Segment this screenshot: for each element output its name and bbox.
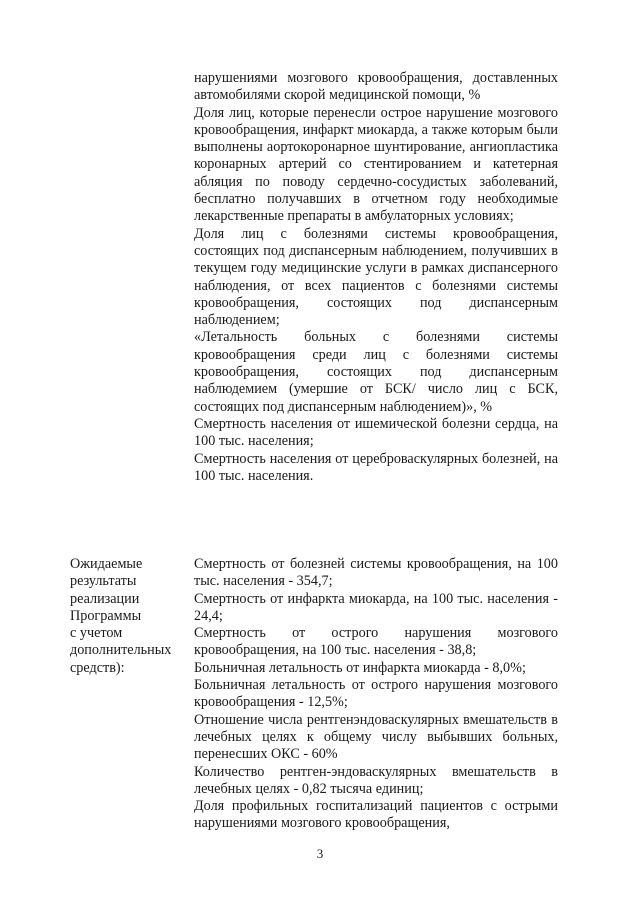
expected-results-list	[194, 556, 558, 833]
paragraph: Смертность от инфаркта миокарда, на 100 тыс. населения - 24,4;	[194, 590, 558, 624]
section-label-line: с учетом	[70, 625, 123, 642]
paragraph: Количество рентген-эндоваскулярных вмешательств в лечебных целях - 0,82 тысяча единиц;	[194, 763, 558, 797]
paragraph: Смертность населения от ишемической болезни сердца, на 100 тыс. населения;	[194, 415, 558, 450]
paragraph: Доля лиц, которые перенесли острое нарушение мозгового кровообращения, инфаркт миокарда, а также которым были выполнены аортокоронарное шунтирование, ангиопластика коронарных артерий со стентированием и катетерная абляция по поводу сердечно-сосудистых заболеваний, бесплатно получавших в отчетном году необходимые лекарственные препараты в амбулаторных условиях;	[194, 104, 558, 225]
section-label-line: Программы	[70, 607, 142, 624]
section-label-line: результаты	[70, 573, 137, 590]
section-label-line: средств):	[70, 659, 125, 676]
section-label-line: дополнительных	[70, 642, 172, 659]
paragraph: «Летальность больных с болезнями системы кровообращения среди лиц с болезнями системы кровообращения, состоящих под диспансерным наблюдемием (умершие от БСК/ число лиц с БСК, состоящих под диспансерным наблюдением)», %	[194, 329, 558, 415]
paragraph: Смертность от острого нарушения мозгового кровообращения, на 100 тыс. населения - 38,8;	[194, 625, 558, 659]
paragraph: Смертность населения от цереброваскулярных болезней, на 100 тыс. населения.	[194, 450, 558, 484]
section-label-line: реализации	[70, 590, 140, 607]
paragraph: Доля лиц с болезнями системы кровообращения, состоящих под диспансерным наблюдением, получивших в текущем году медицинские услуги в рамках диспансерного наблюдения, от всех пациентов с болезнями системы кровообращения, состоящих под диспансерным наблюдением;	[194, 225, 558, 329]
paragraph: Больничная летальность от инфаркта миокарда - 8,0%;	[194, 659, 526, 676]
paragraph: Доля профильных госпитализаций пациентов с острыми нарушениями мозгового кровообращения,	[194, 798, 558, 832]
paragraph: Отношение числа рентгенэндоваскулярных вмешательств в лечебных целях к общему числу выбывших больных, перенесших ОКС - 60%	[194, 711, 558, 763]
indicators-list	[194, 70, 558, 485]
paragraph: Смертность от болезней системы кровообращения, на 100 тыс. населения - 354,7;	[194, 556, 558, 590]
page-number: 3	[316, 846, 324, 861]
paragraph: нарушениями мозгового кровообращения, доставленных автомобилями скорой медицинской помощи, %	[194, 70, 558, 104]
paragraph: Больничная летальность от острого нарушения мозгового кровообращения - 12,5%;	[194, 677, 558, 711]
section-label	[70, 556, 180, 677]
section-label-line: Ожидаемые	[70, 556, 143, 572]
